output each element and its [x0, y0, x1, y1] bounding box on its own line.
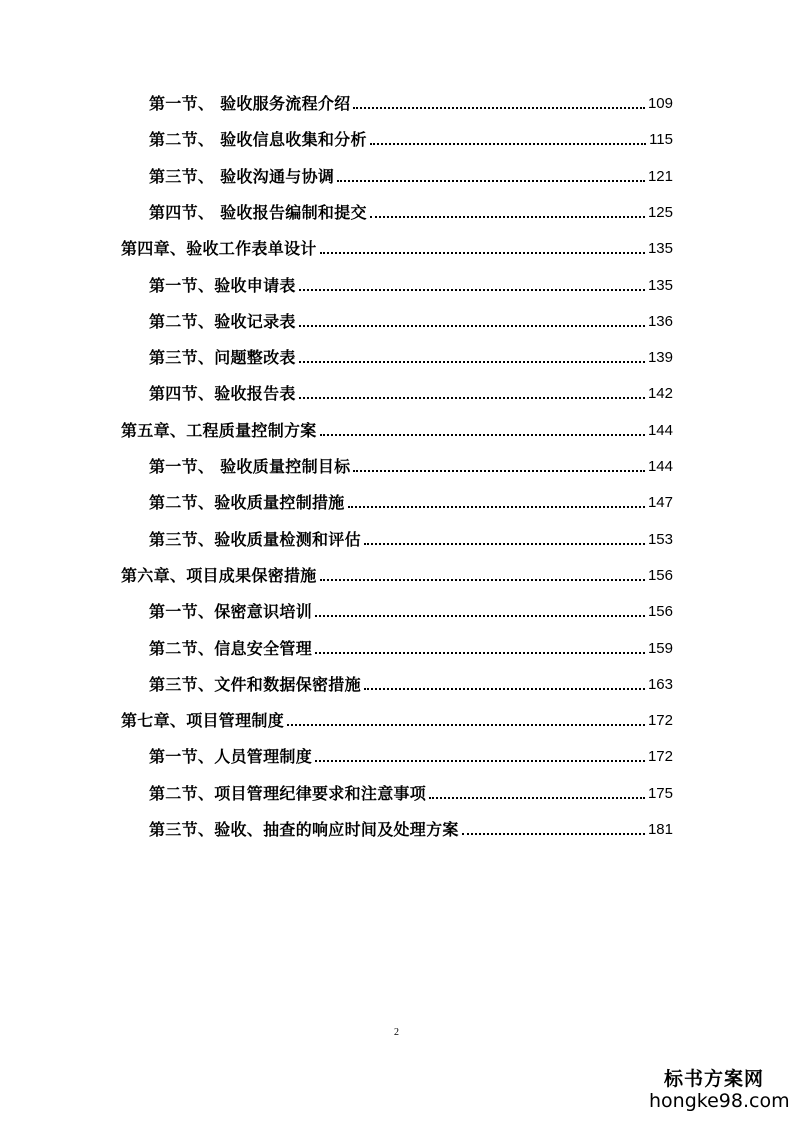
toc-section-entry[interactable] [149, 526, 673, 550]
toc-entry-page-number: 125 [647, 203, 673, 221]
toc-entry-page-number: 115 [649, 131, 673, 149]
toc-entry-title: 第三节、 验收沟通与协调 [149, 166, 335, 186]
toc-section-entry[interactable] [149, 126, 673, 150]
dot-leader [462, 833, 645, 835]
toc-chapter-entry[interactable] [121, 707, 673, 731]
toc-chapter-entry[interactable] [121, 417, 673, 441]
toc-entry-title: 第三节、验收、抽查的响应时间及处理方案 [149, 820, 459, 839]
toc-section-entry[interactable] [149, 489, 673, 513]
toc-entry-title: 第三节、验收质量检测和评估 [149, 529, 361, 549]
toc-section-entry[interactable] [149, 380, 673, 404]
toc-section-entry[interactable] [149, 816, 673, 840]
toc-entry-title: 第一节、 验收质量控制目标 [149, 457, 351, 476]
dot-leader [364, 543, 645, 545]
toc-entry-title: 第二节、验收质量控制措施 [149, 493, 345, 513]
toc-entry-page-number: 144 [647, 458, 673, 475]
toc-entry-title: 第四节、 验收报告编制和提交 [149, 202, 367, 222]
toc-entry-title: 第三节、文件和数据保密措施 [149, 674, 361, 694]
toc-entry-page-number: 139 [647, 349, 673, 367]
toc-chapter-entry[interactable] [121, 235, 673, 259]
toc-section-entry[interactable] [149, 780, 673, 804]
toc-entry-title: 第三节、问题整改表 [149, 348, 296, 368]
watermark-en-text: hongke98.com [649, 1090, 790, 1112]
watermark-cn-text: 标书方案网 [663, 1068, 764, 1090]
dot-leader [299, 289, 645, 291]
toc-entry-page-number: 172 [647, 748, 673, 766]
dot-leader [348, 506, 645, 508]
toc-entry-page-number: 144 [647, 421, 673, 439]
toc-entry-title: 第一节、人员管理制度 [149, 747, 313, 767]
toc-entry-page-number: 136 [647, 312, 673, 330]
toc-entry-title: 第二节、 验收信息收集和分析 [149, 130, 367, 150]
dot-leader [299, 397, 645, 399]
toc-entry-page-number: 142 [647, 385, 673, 403]
toc-chapter-entry[interactable] [121, 562, 673, 586]
toc-entry-title: 第二节、项目管理纪律要求和注意事项 [149, 783, 427, 803]
dot-leader [320, 579, 645, 581]
dot-leader [299, 325, 645, 327]
dot-leader [337, 180, 645, 182]
dot-leader [320, 252, 645, 254]
dot-leader [364, 688, 645, 690]
toc-entry-page-number: 172 [647, 712, 673, 730]
toc-section-entry[interactable] [149, 635, 673, 659]
dot-leader [299, 361, 645, 363]
toc-entry-title: 第七章、项目管理制度 [121, 711, 285, 731]
toc-section-entry[interactable] [149, 671, 673, 695]
toc-section-entry[interactable] [149, 308, 673, 332]
dot-leader [429, 797, 645, 799]
toc-entry-page-number: 109 [647, 95, 673, 112]
toc-section-entry[interactable] [149, 344, 673, 368]
dot-leader [315, 652, 645, 654]
toc-entry-title: 第二节、验收记录表 [149, 311, 296, 331]
dot-leader [320, 434, 645, 436]
toc-entry-title: 第四章、验收工作表单设计 [121, 239, 317, 259]
toc-entry-page-number: 121 [647, 167, 673, 185]
toc-section-entry[interactable] [149, 743, 673, 767]
toc-entry-title: 第六章、项目成果保密措施 [121, 565, 317, 585]
toc-entry-title: 第一节、 验收服务流程介绍 [149, 94, 351, 113]
toc-entry-title: 第一节、保密意识培训 [149, 602, 313, 622]
toc-entry-page-number: 175 [647, 784, 673, 802]
toc-entry-page-number: 163 [647, 675, 673, 693]
toc-entry-title: 第五章、工程质量控制方案 [121, 420, 317, 440]
dot-leader [315, 615, 645, 617]
toc-entry-title: 第四节、验收报告表 [149, 384, 296, 404]
toc-section-entry[interactable] [149, 598, 673, 622]
toc-entry-page-number: 147 [647, 494, 673, 512]
watermark-logo [649, 1068, 790, 1112]
dot-leader [287, 724, 645, 726]
toc-section-entry[interactable] [149, 272, 673, 296]
toc-section-entry[interactable] [149, 90, 673, 114]
dot-leader [353, 470, 644, 472]
toc-section-entry[interactable] [149, 163, 673, 187]
toc-entry-page-number: 156 [647, 566, 673, 584]
toc-entry-page-number: 156 [647, 603, 673, 621]
dot-leader [370, 143, 646, 145]
toc-entry-page-number: 135 [647, 276, 673, 294]
toc-entry-title: 第二节、信息安全管理 [149, 638, 313, 658]
toc-entry-page-number: 159 [647, 639, 673, 657]
toc-entry-page-number: 135 [647, 240, 673, 258]
dot-leader [353, 107, 644, 109]
dot-leader [315, 760, 645, 762]
toc-entry-title: 第一节、验收申请表 [149, 275, 296, 295]
dot-leader [370, 216, 645, 218]
toc-entry-page-number: 153 [647, 530, 673, 548]
toc-section-entry[interactable] [149, 199, 673, 223]
toc-entry-page-number: 181 [647, 821, 673, 838]
toc-section-entry[interactable] [149, 453, 673, 477]
page-number: 2 [394, 1027, 399, 1038]
